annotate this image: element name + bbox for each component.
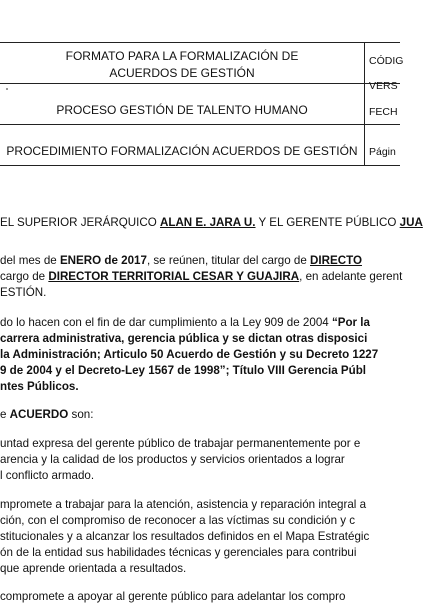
text-fragment: do lo hacen con el fin de dar cumplimiento a la Ley 909 de 2004	[0, 316, 332, 329]
paragraph-line: la Administración; Articulo 50 Acuerdo de Gestión y su Decreto 1227	[0, 348, 379, 361]
text-fragment: son:	[68, 408, 94, 421]
header-process: PROCESO GESTIÓN DE TALENTO HUMANO	[56, 103, 308, 117]
header-code-label: CÓDIG	[369, 55, 404, 67]
paragraph-line: ntes Públicos.	[0, 380, 79, 393]
header-page-label: Págin	[369, 146, 396, 158]
text-fragment: , en adelante gerent	[299, 270, 403, 283]
text-fragment: e	[0, 408, 10, 421]
law-title-text: “Por la	[331, 316, 370, 329]
agreement-text: ACUERDO	[9, 408, 69, 421]
intro-text: Y EL GERENTE PÚBLICO	[255, 216, 400, 229]
text-fragment: , se reúnen, titular del cargo de	[146, 254, 310, 267]
table-border	[0, 165, 400, 166]
paragraph-line: carrera administrativa, gerencia pública y se dictan otras disposici	[0, 332, 368, 345]
list-item-line: compromete a apoyar al gerente público para adelantar los compro	[0, 590, 346, 603]
paragraph-line	[0, 270, 402, 284]
list-item-line: l conflicto armado.	[0, 469, 95, 482]
list-item-line: arencia y la calidad de los productos y servicios orientados a lograr	[0, 453, 345, 466]
manager-name: JUA	[399, 216, 423, 229]
role-text: DIRECTOR TERRITORIAL CESAR Y GUAJIRA	[48, 270, 300, 283]
list-item-line: ción, con el compromiso de reconocer a las víctimas su condición y c	[0, 514, 356, 527]
list-item-line: ón de la entidad sus habilidades técnicas y gerenciales para contribui	[0, 546, 357, 559]
list-item-line: untad expresa del gerente público de trabajar permanentemente por e	[0, 437, 361, 450]
scan-speck	[6, 88, 8, 90]
table-border	[364, 42, 365, 166]
list-item-line: mprometе a trabajar para la atención, asistencia y reparación integral a	[0, 498, 367, 511]
paragraph-line	[0, 316, 370, 330]
intro-text: EL SUPERIOR JERÁRQUICO	[0, 216, 160, 229]
paragraph-line: 9 de 2004 y el Decreto-Ley 1567 de 1998”; Título VIII Gerencia Públ	[0, 364, 367, 377]
document-header-table	[0, 42, 404, 166]
date-text: ENERO de 2017	[59, 254, 147, 267]
intro-line	[0, 216, 423, 230]
role-text: DIRECTO	[310, 254, 362, 267]
header-title-line1: FORMATO PARA LA FORMALIZACIÓN DE	[65, 49, 299, 63]
header-procedure: PROCEDIMIENTO FORMALIZACIÓN ACUERDOS DE GESTIÓN	[6, 144, 358, 158]
text-fragment: cargo de	[0, 270, 49, 283]
paragraph-line: ESTIÓN.	[0, 286, 47, 299]
paragraph-line	[0, 254, 362, 268]
table-border	[0, 124, 400, 125]
list-item-line: que aprende orientada a resultados.	[0, 562, 187, 575]
text-fragment: del mes de	[0, 254, 60, 267]
paragraph-line	[0, 408, 93, 422]
header-version-label: VERS	[369, 80, 398, 92]
header-title-line2: ACUERDOS DE GESTIÓN	[109, 66, 255, 80]
table-border	[0, 83, 400, 84]
table-border	[0, 42, 400, 43]
supervisor-name: ALAN E. JARA U.	[159, 216, 256, 229]
header-date-label: FECH	[369, 106, 398, 118]
list-item-line: stitucionales y a alcanzar los resultados definidos en el Mapa Estratégic	[0, 530, 370, 543]
